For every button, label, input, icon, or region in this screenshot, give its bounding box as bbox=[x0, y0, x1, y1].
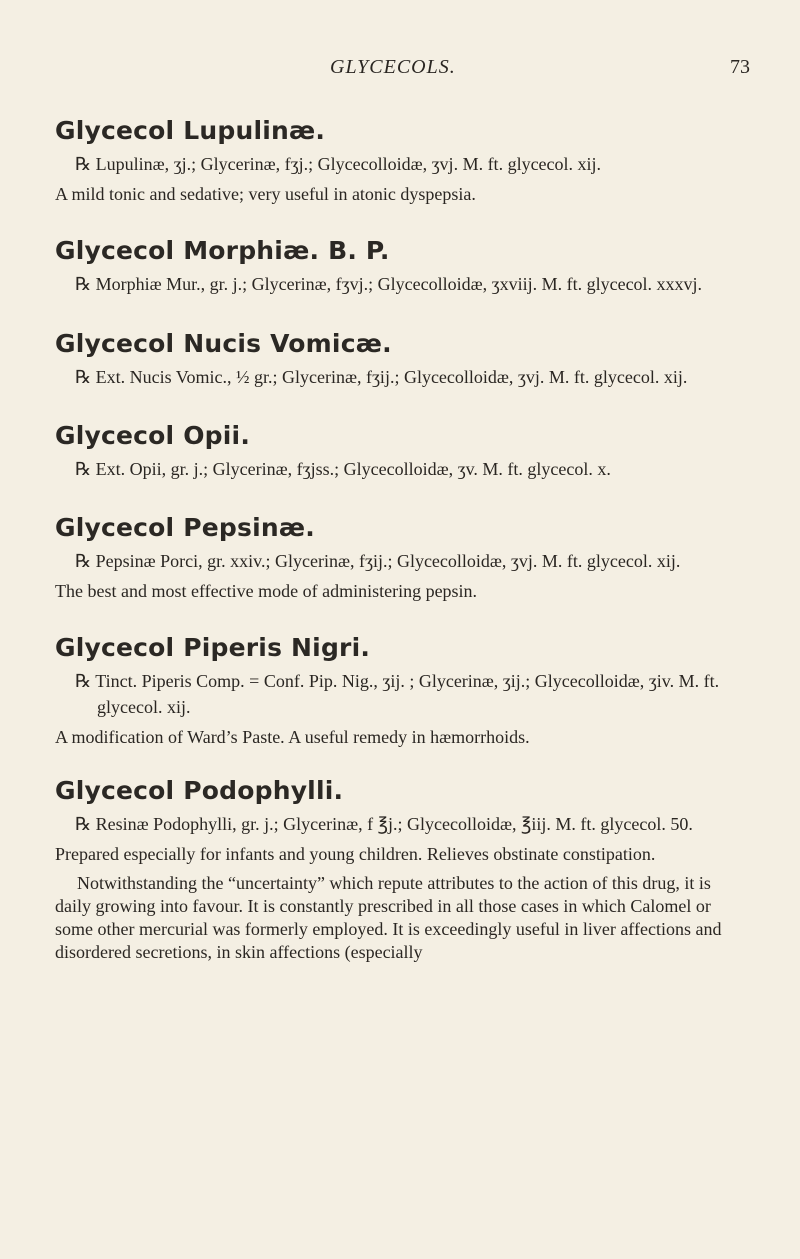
entry-glycecol-morphiae bbox=[55, 236, 735, 329]
page-content bbox=[55, 116, 735, 964]
prescription: ℞ Ext. Nucis Vomic., ½ gr.; Glycerinæ, fʒij.; Glycecolloidæ, ʒvj. M. ft. glycecol. xij. bbox=[75, 367, 688, 387]
running-head bbox=[0, 56, 800, 86]
entry-title: Glycecol Pepsinæ. bbox=[55, 513, 315, 542]
entry-glycecol-pepsinae bbox=[55, 513, 735, 633]
entry-note: A mild tonic and sedative; very useful in atonic dyspepsia. bbox=[55, 184, 476, 204]
entry-glycecol-nucis-vomicae bbox=[55, 329, 735, 421]
entry-title: Glycecol Opii. bbox=[55, 421, 251, 450]
running-title: GLYCECOLS. bbox=[330, 56, 456, 78]
prescription: ℞ Morphiæ Mur., gr. j.; Glycerinæ, fʒvj.; Glycecolloidæ, ʒxviij. M. ft. glycecol. xxxvj. bbox=[75, 274, 703, 294]
page-number: 73 bbox=[730, 56, 750, 78]
entry-title: Glycecol Podophylli. bbox=[55, 776, 344, 805]
entry-glycecol-opii bbox=[55, 421, 735, 513]
prescription: ℞ Ext. Opii, gr. j.; Glycerinæ, fʒjss.; Glycecolloidæ, ʒv. M. ft. glycecol. x. bbox=[75, 459, 611, 479]
prescription: ℞ Resinæ Podophylli, gr. j.; Glycerinæ, f ℥j.; Glycecolloidæ, ℥iij. M. ft. glycecol. 50. bbox=[75, 814, 693, 834]
entry-title: Glycecol Morphiæ. B. P. bbox=[55, 236, 390, 265]
prescription: ℞ Pepsinæ Porci, gr. xxiv.; Glycerinæ, fʒij.; Glycecolloidæ, ʒvj. M. ft. glycecol. xij. bbox=[75, 551, 681, 571]
entry-title: Glycecol Nucis Vomicæ. bbox=[55, 329, 392, 358]
prescription: ℞ Tinct. Piperis Comp. = Conf. Pip. Nig., ʒij. ; Glycerinæ, ʒij.; Glycecolloidæ, ʒiv. M. ft. glycecol. xij. bbox=[75, 671, 720, 717]
entry-glycecol-podophylli bbox=[55, 776, 735, 964]
entry-title: Glycecol Lupulinæ. bbox=[55, 116, 326, 145]
entry-note: Notwithstanding the “uncertainty” which repute attributes to the action of this drug, it is daily growing into favour. It is constantly prescribed in all those cases in which Calomel or some other mercurial was formerly employed. It is exceedingly useful in liver affections and disordered secretions, in skin affections (especially bbox=[55, 873, 722, 962]
entry-title: Glycecol Piperis Nigri. bbox=[55, 633, 371, 662]
entry-glycecol-piperis-nigri bbox=[55, 633, 735, 776]
entry-glycecol-lupulinae bbox=[55, 116, 735, 236]
entry-note: A modification of Ward’s Paste. A useful remedy in hæmorrhoids. bbox=[55, 727, 530, 747]
prescription: ℞ Lupulinæ, ʒj.; Glycerinæ, fʒj.; Glycecolloidæ, ʒvj. M. ft. glycecol. xij. bbox=[75, 154, 602, 174]
entry-note: The best and most effective mode of administering pepsin. bbox=[55, 581, 478, 601]
entry-note: Prepared especially for infants and young children. Relieves obstinate constipation. bbox=[55, 844, 656, 864]
